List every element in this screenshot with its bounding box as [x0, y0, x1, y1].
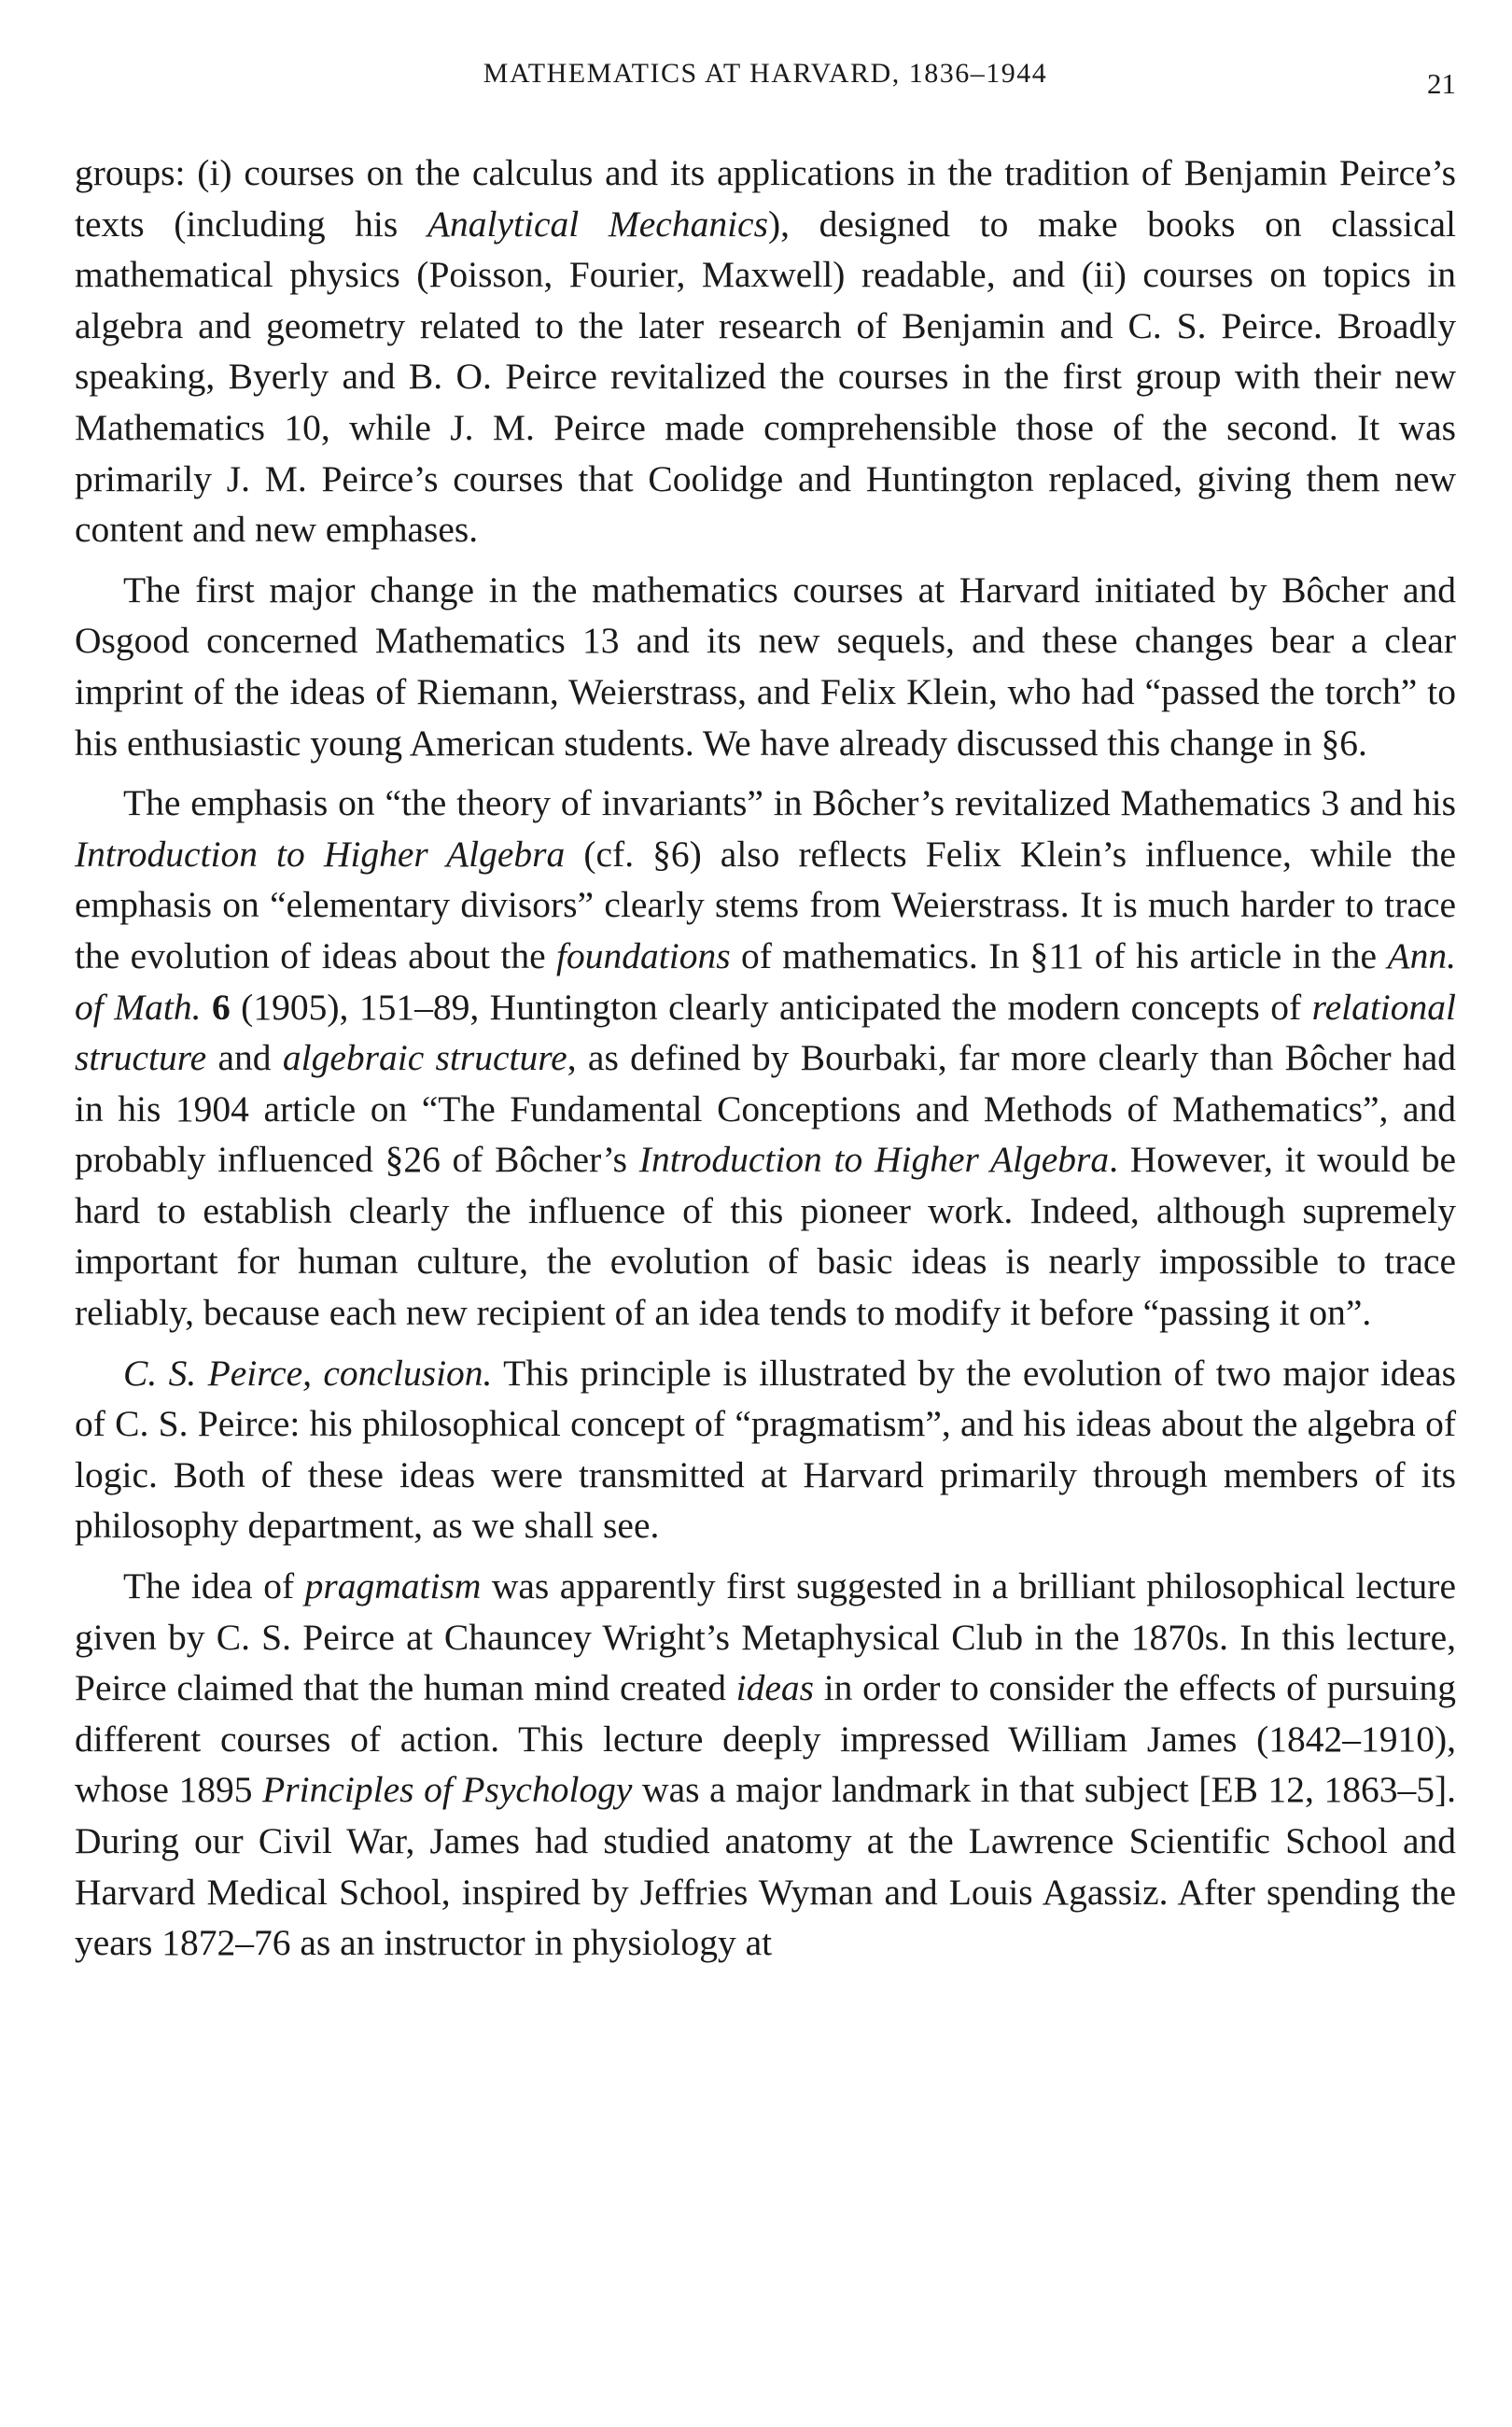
italic-term: relational structure	[75, 986, 1457, 1079]
running-head	[75, 58, 1456, 99]
text-run: was a major landmark in that subject [EB 12, 1863–5]. During our Civil War, James had studied anatomy at the Lawrence Scientific School and Harvard Medical School, inspired by Jeffries Wyman and Louis Agassiz. After spending the years 1872–76 as an instructor in physiology at	[75, 1769, 1457, 1964]
italic-title: Introduction to Higher Algebra	[75, 833, 566, 875]
italic-term: pragmatism	[304, 1565, 482, 1607]
text-run: in order to consider the effects of pursuing different courses of action. This lecture deeply impressed William James (1842–1910), whose 1895	[75, 1667, 1456, 1811]
paragraph-2	[75, 565, 1456, 768]
italic-term: foundations	[556, 934, 731, 976]
text-run: (cf. §6) also reflects Felix Klein’s influence, while the emphasis on “elementary divisors” clearly stems from Weierstrass. It is much harder to trace the evolution of ideas about the	[75, 833, 1457, 976]
text-run: The idea of	[123, 1565, 305, 1607]
italic-title: Analytical Mechanics	[427, 203, 768, 245]
italic-title: Introduction to Higher Algebra	[638, 1139, 1110, 1181]
italic-term: algebraic structure	[282, 1037, 567, 1079]
text-run: The first major change in the mathematics courses at Harvard initiated by Bôcher and Osgood concerned Mathematics 13 and its new sequels, and these changes bear a clear imprint of the ideas of Riemann, Weierstrass, and Felix Klein, who had “passed the torch” to his enthusiastic young American students. We have already discussed this change in §6.	[75, 568, 1456, 764]
text-run: . However, it would be hard to establish clearly the influence of this pioneer work. Indeed, although supremely important for human culture, the evolution of basic ideas is nearly impossible to trace reliably, because each new recipient of an idea tends to modify it before “passing it on”.	[75, 1139, 1457, 1334]
paragraph-1	[75, 147, 1456, 555]
page-number: 21	[1427, 67, 1456, 100]
text-run: of mathematics. In §11 of his article in the	[730, 934, 1388, 976]
bold-volume: 6	[211, 986, 231, 1028]
text-run: , as defined by Bourbaki, far more clearly than Bôcher had in his 1904 article on “The Fundamental Conceptions and Methods of Mathematics”, and probably influenced §26 of Bôcher’s	[75, 1037, 1457, 1181]
italic-journal: Ann. of Math.	[75, 934, 1456, 1028]
italic-section-heading: C. S. Peirce, conclusion.	[123, 1352, 493, 1394]
running-title: MATHEMATICS AT HARVARD, 1836–1944	[483, 58, 1048, 89]
text-run: The emphasis on “the theory of invariants” in Bôcher’s revitalized Mathematics 3 and his	[123, 782, 1456, 824]
text-run: was apparently first suggested in a brilliant philosophical lecture given by C. S. Peirce at Chauncey Wright’s Metaphysical Club in the 1870s. In this lecture, Peirce claimed that the human mind created	[75, 1565, 1456, 1709]
paragraph-5	[75, 1561, 1456, 1969]
text-run: (1905), 151–89, Huntington clearly anticipated the modern concepts of	[230, 986, 1312, 1028]
text-run: groups: (i) courses on the calculus and its applications in the tradition of Benjamin Peirce’s texts (including his	[75, 152, 1456, 245]
text-run	[201, 987, 211, 1028]
italic-title: Principles of Psychology	[262, 1769, 633, 1811]
text-run: and	[206, 1037, 283, 1079]
text-run: ), designed to make books on classical mathematical physics (Poisson, Fourier, Maxwell) readable, and (ii) courses on topics in algebra and geometry related to the later research of Benjamin and C. S. Peirce. Broadly speaking, Byerly and B. O. Peirce revitalized the courses in the first group with their new Mathematics 10, while J. M. Peirce made comprehensible those of the second. It was primarily J. M. Peirce’s courses that Coolidge and Huntington replaced, giving them new content and new emphases.	[75, 203, 1457, 551]
italic-term: ideas	[735, 1667, 815, 1709]
paragraph-4	[75, 1348, 1456, 1551]
text-run: This principle is illustrated by the evolution of two major ideas of C. S. Peirce: his philosophical concept of “pragmatism”, and his ideas about the algebra of logic. Both of these ideas were transmitted at Harvard primarily through members of its philosophy department, as we shall see.	[75, 1352, 1456, 1547]
body-text	[75, 147, 1456, 1969]
paragraph-3	[75, 778, 1456, 1339]
